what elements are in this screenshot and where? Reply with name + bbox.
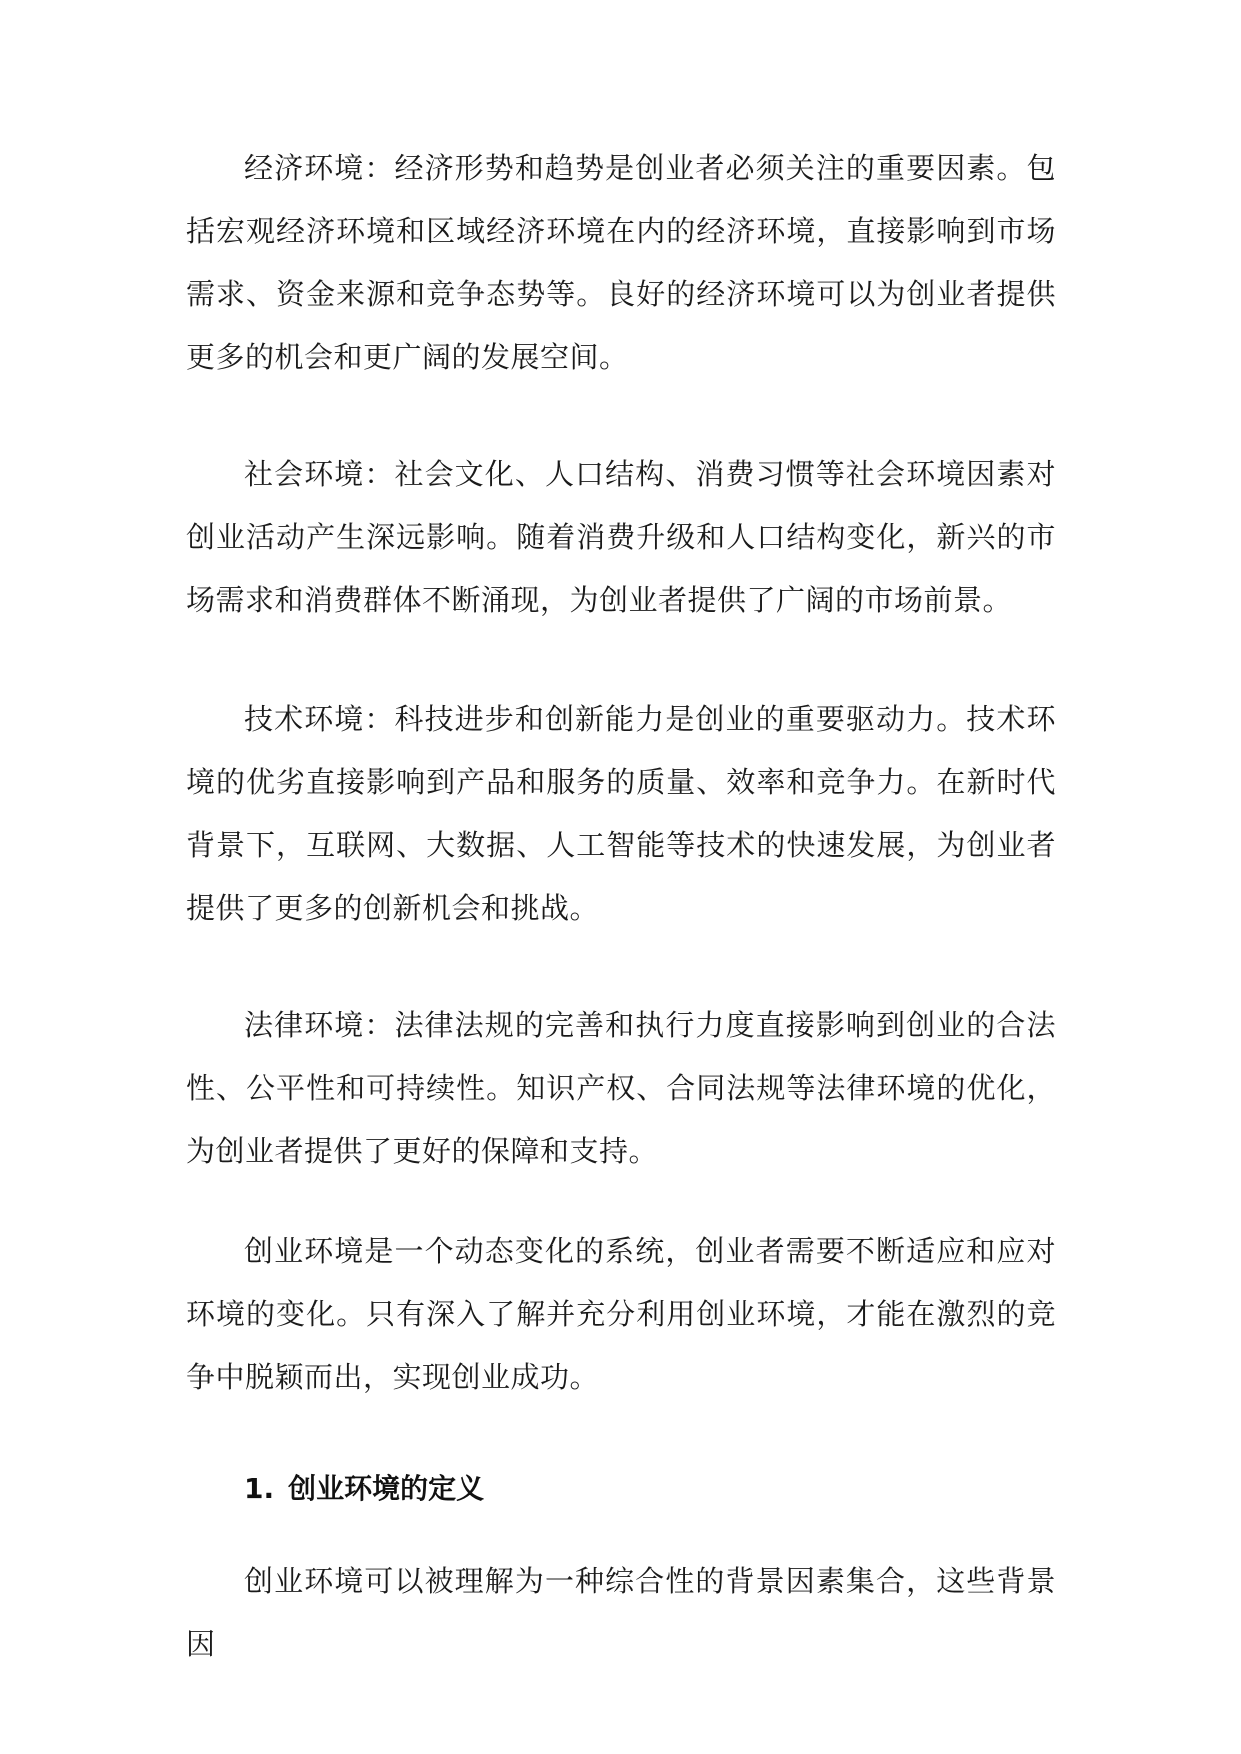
paragraph-legal-environment: 法律环境：法律法规的完善和执行力度直接影响到创业的合法性、公平性和可持续性。知识产权、合同法规等法律环境的优化，为创业者提供了更好的保障和支持。 [186,1008,1056,1168]
paragraph-definition: 创业环境可以被理解为一种综合性的背景因素集合，这些背景因 [186,1564,1056,1661]
paragraph-environment-summary: 创业环境是一个动态变化的系统，创业者需要不断适应和应对环境的变化。只有深入了解并充分利用创业环境，才能在激烈的竞争中脱颖而出，实现创业成功。 [186,1234,1056,1394]
section-number: 1. [244,1472,275,1505]
section-title: 创业环境的定义 [288,1472,485,1505]
section-heading [244,1469,484,1509]
paragraph-social-environment: 社会环境：社会文化、人口结构、消费习惯等社会环境因素对创业活动产生深远影响。随着消费升级和人口结构变化，新兴的市场需求和消费群体不断涌现，为创业者提供了广阔的市场前景。 [186,457,1056,617]
paragraph-technology-environment: 技术环境：科技进步和创新能力是创业的重要驱动力。技术环境的优劣直接影响到产品和服务的质量、效率和竞争力。在新时代背景下，互联网、大数据、人工智能等技术的快速发展，为创业者提供了更多的创新机会和挑战。 [186,702,1056,925]
paragraph-economic-environment: 经济环境：经济形势和趋势是创业者必须关注的重要因素。包括宏观经济环境和区域经济环境在内的经济环境，直接影响到市场需求、资金来源和竞争态势等。良好的经济环境可以为创业者提供更多的机会和更广阔的发展空间。 [186,151,1056,374]
